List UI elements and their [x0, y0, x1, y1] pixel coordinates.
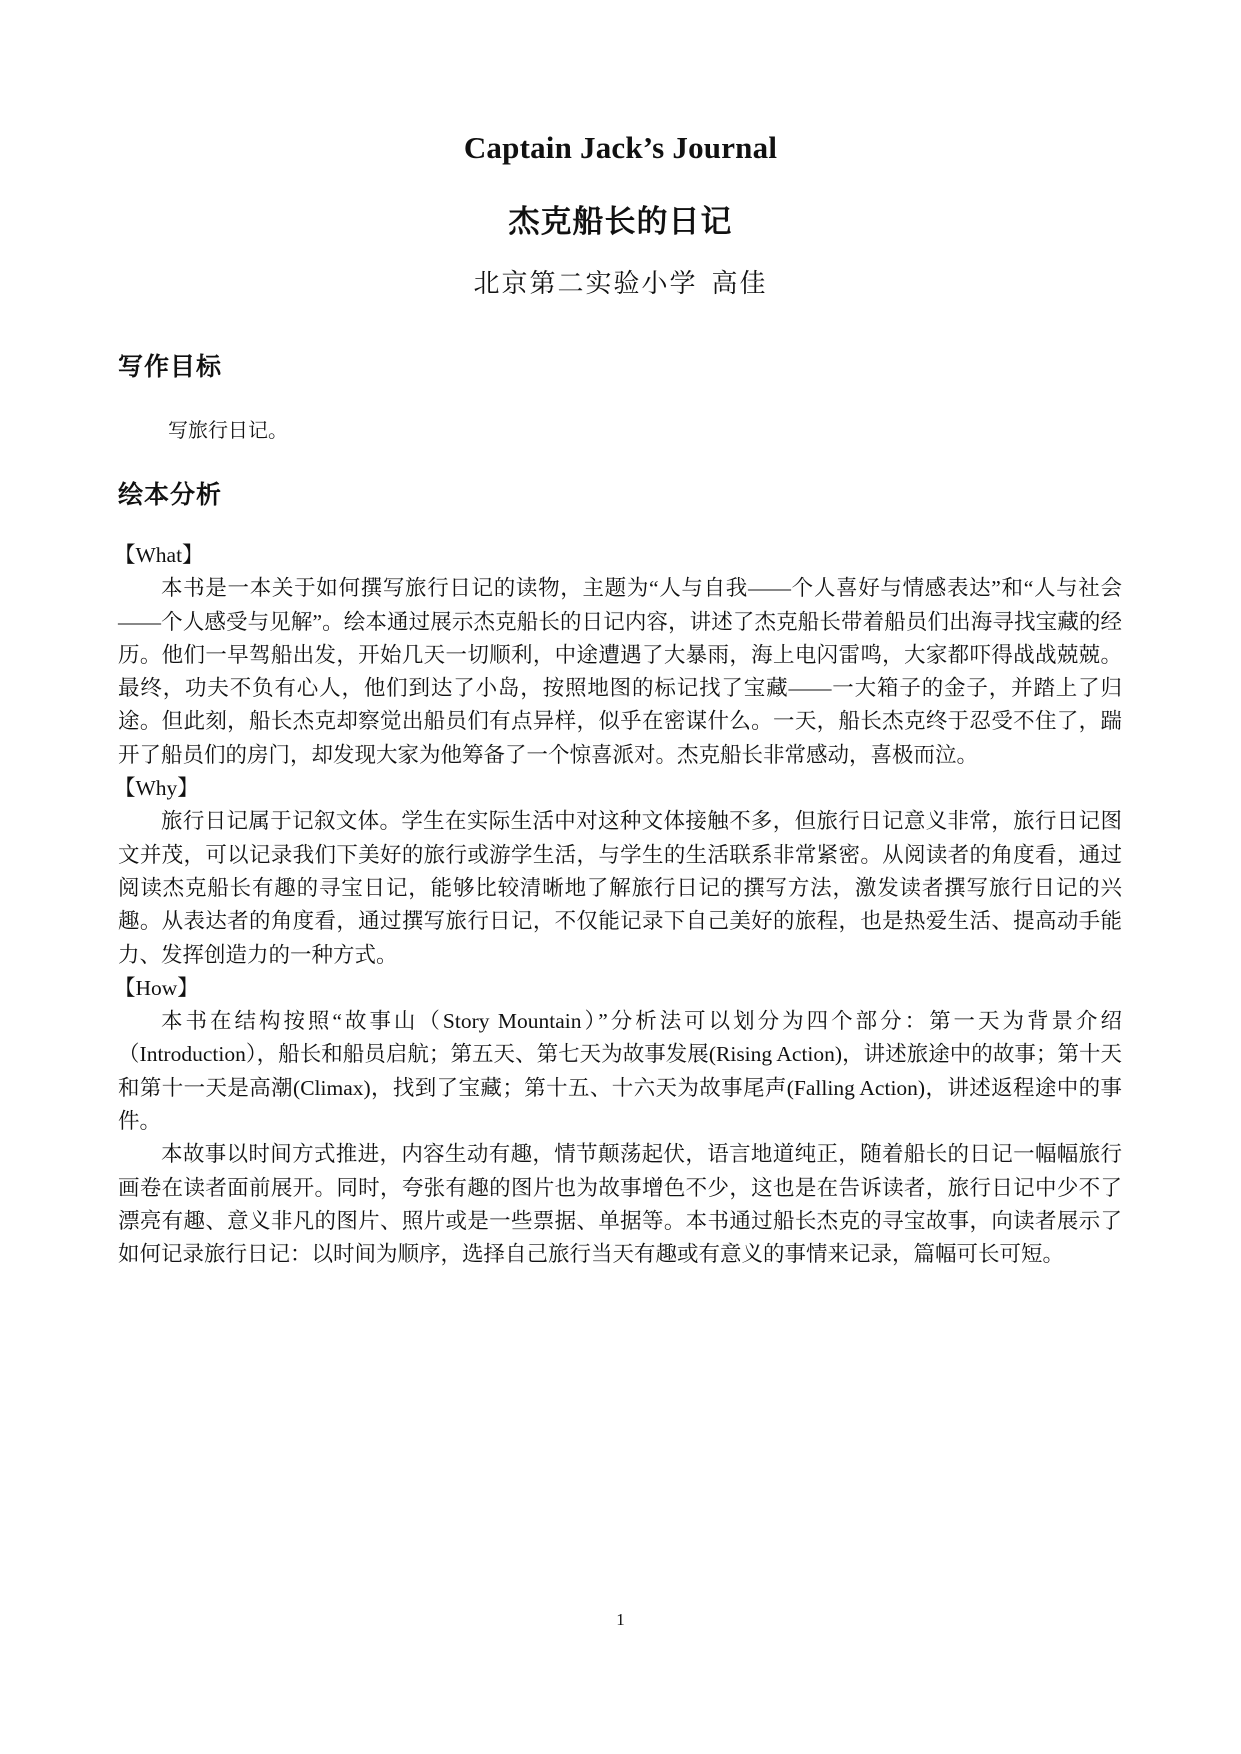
section-heading-goal: 写作目标 [118, 352, 223, 381]
analysis-body [114, 539, 1122, 1272]
document-title-english: Captain Jack’s Journal [463, 130, 778, 165]
how-paragraph-summary: 本故事以时间方式推进，内容生动有趣，情节颠荡起伏，语言地道纯正，随着船长的日记一幅幅旅行画卷在读者面前展开。同时，夸张有趣的图片也为故事增色不少，这也是在告诉读者，旅行日记中少不了漂亮有趣、意义非凡的图片、照片或是一些票据、单据等。本书通过船长杰克的寻宝故事，向读者展示了如何记录旅行日记：以时间为顺序，选择自己旅行当天有趣或有意义的事情来记录，篇幅可长可短。 [118, 1142, 1122, 1267]
why-label: 【Why】 [114, 776, 199, 801]
how-label: 【How】 [114, 975, 199, 1000]
section-heading-analysis: 绘本分析 [118, 480, 223, 509]
document-title-chinese: 杰克船长的日记 [508, 204, 733, 240]
what-label: 【What】 [114, 543, 204, 567]
goal-text: 写旅行日记。 [168, 418, 288, 442]
why-paragraph: 旅行日记属于记叙文体。学生在实际生活中对这种文体接触不多，但旅行日记意义非常，旅行日记图文并茂，可以记录我们下美好的旅行或游学生活，与学生的生活联系非常紧密。从阅读者的角度看，通过阅读杰克船长有趣的寻宝日记，能够比较清晰地了解旅行日记的撰写方法，激发读者撰写旅行日记的兴趣。从表达者的角度看，通过撰写旅行日记，不仅能记录下自己美好的旅程，也是热爱生活、提高动手能力、发挥创造力的一种方式。 [118, 809, 1122, 967]
how-paragraph-structure: 本书在结构按照“故事山（Story Mountain）”分析法可以划分为四个部分：第一天为背景介绍（Introduction），船长和船员启航；第五天、第七天为故事发展(Rising Action)，讲述旅途中的故事；第十天和第十一天是高潮(Climax)，找到了宝藏；第十五、十六天为故事尾声(Falling Action)，讲述返程途中的事件。 [118, 1009, 1122, 1134]
what-paragraph: 本书是一本关于如何撰写旅行日记的读物，主题为“人与自我——个人喜好与情感表达”和“人与社会——个人感受与见解”。绘本通过展示杰克船长的日记内容，讲述了杰克船长带着船员们出海寻找宝藏的经历。他们一早驾船出发，开始几天一切顺利，中途遭遇了大暴雨，海上电闪雷鸣，大家都吓得战战兢兢。最终，功夫不负有心人，他们到达了小岛，按照地图的标记找了宝藏——一大箱子的金子，并踏上了归途。但此刻，船长杰克却察觉出船员们有点异样，似乎在密谋什么。一天，船长杰克终于忍受不住了，踹开了船员们的房门，却发现大家为他筹备了一个惊喜派对。杰克船长非常感动，喜极而泣。 [118, 576, 1122, 767]
author-school: 北京第二实验小学 [473, 269, 698, 299]
page-number: 1 [616, 1610, 625, 1629]
author-name: 高佳 [711, 269, 768, 299]
author-line [0, 263, 1241, 300]
